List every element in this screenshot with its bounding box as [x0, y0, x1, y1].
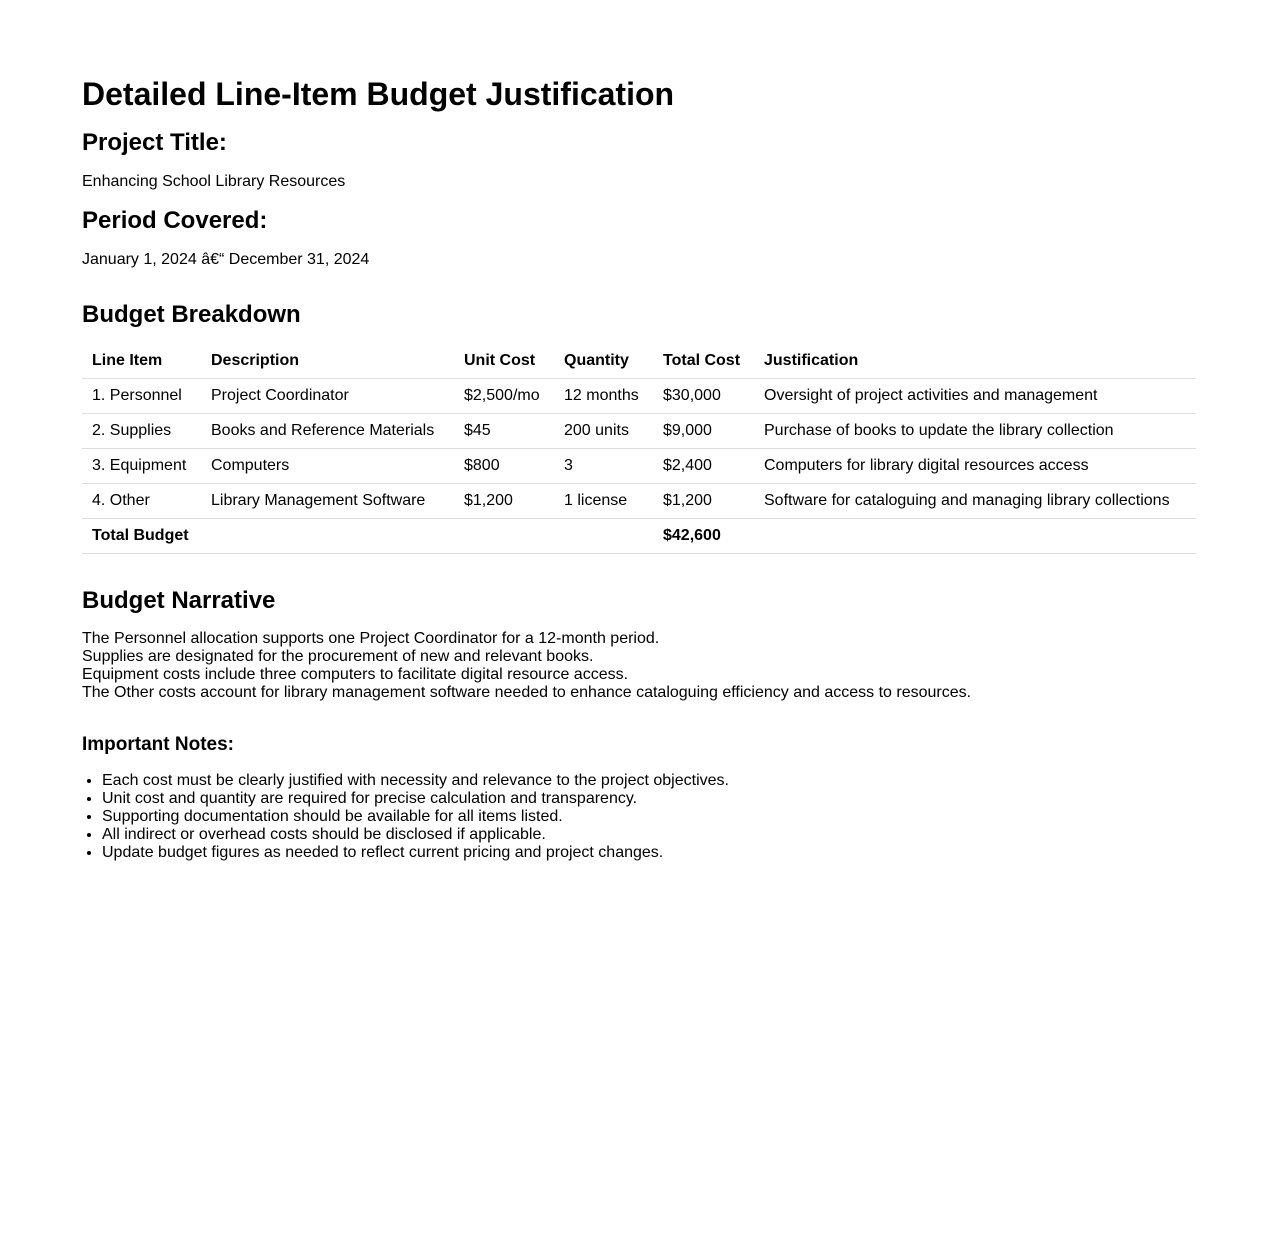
cell-quantity: 1 license — [554, 484, 653, 519]
cell-justification: Computers for library digital resources access — [754, 449, 1196, 484]
empty-cell — [454, 519, 554, 554]
header-justification: Justification — [754, 344, 1196, 379]
period-value: January 1, 2024 â€“ December 31, 2024 — [82, 251, 370, 268]
header-line-item: Line Item — [82, 344, 201, 379]
list-item: • Unit cost and quantity are required for precise calculation and transparency. — [102, 790, 729, 808]
cell-line-item: 2. Supplies — [82, 414, 201, 449]
period-heading: Period Covered: — [82, 207, 268, 234]
project-title-value: Enhancing School Library Resources — [82, 173, 346, 190]
project-title-heading: Project Title: — [82, 129, 227, 156]
list-item: • Update budget figures as needed to reflect current pricing and project changes. — [102, 844, 729, 862]
cell-unit-cost: $800 — [454, 449, 554, 484]
page-title: Detailed Line-Item Budget Justification — [82, 76, 675, 112]
cell-justification: Purchase of books to update the library collection — [754, 414, 1196, 449]
budget-table — [82, 344, 1196, 554]
narrative-line: The Other costs account for library management software needed to enhance cataloguing efficiency and access to resources. — [82, 684, 972, 701]
important-notes-list — [82, 772, 729, 862]
list-item: • Supporting documentation should be available for all items listed. — [102, 808, 729, 826]
cell-total-cost: $30,000 — [653, 379, 754, 414]
cell-quantity: 12 months — [554, 379, 653, 414]
list-item: • Each cost must be clearly justified with necessity and relevance to the project objectives. — [102, 772, 729, 790]
header-unit-cost: Unit Cost — [454, 344, 554, 379]
empty-cell — [554, 519, 653, 554]
cell-description: Library Management Software — [201, 484, 454, 519]
narrative-line: Equipment costs include three computers to facilitate digital resource access. — [82, 666, 629, 683]
cell-line-item: 1. Personnel — [82, 379, 201, 414]
cell-justification: Oversight of project activities and management — [754, 379, 1196, 414]
budget-breakdown-heading: Budget Breakdown — [82, 301, 301, 328]
cell-justification: Software for cataloguing and managing library collections — [754, 484, 1196, 519]
narrative-line: The Personnel allocation supports one Project Coordinator for a 12-month period. — [82, 630, 660, 647]
budget-narrative-heading: Budget Narrative — [82, 587, 276, 614]
cell-description: Computers — [201, 449, 454, 484]
empty-cell — [754, 519, 1196, 554]
cell-line-item: 4. Other — [82, 484, 201, 519]
empty-cell — [201, 519, 454, 554]
table-header-row — [82, 344, 1196, 379]
cell-unit-cost: $1,200 — [454, 484, 554, 519]
cell-description: Project Coordinator — [201, 379, 454, 414]
cell-description: Books and Reference Materials — [201, 414, 454, 449]
important-notes-heading: Important Notes: — [82, 734, 234, 755]
table-row — [82, 449, 1196, 484]
cell-line-item: 3. Equipment — [82, 449, 201, 484]
cell-total-cost: $9,000 — [653, 414, 754, 449]
table-row — [82, 484, 1196, 519]
cell-quantity: 3 — [554, 449, 653, 484]
cell-total-cost: $1,200 — [653, 484, 754, 519]
cell-quantity: 200 units — [554, 414, 653, 449]
total-value: $42,600 — [653, 519, 754, 554]
header-description: Description — [201, 344, 454, 379]
table-row — [82, 379, 1196, 414]
total-row — [82, 519, 1196, 554]
total-label: Total Budget — [82, 519, 201, 554]
budget-narrative — [82, 630, 971, 702]
cell-total-cost: $2,400 — [653, 449, 754, 484]
header-quantity: Quantity — [554, 344, 653, 379]
table-row — [82, 414, 1196, 449]
list-item: • All indirect or overhead costs should be disclosed if applicable. — [102, 826, 729, 844]
narrative-line: Supplies are designated for the procurement of new and relevant books. — [82, 648, 594, 665]
header-total-cost: Total Cost — [653, 344, 754, 379]
cell-unit-cost: $45 — [454, 414, 554, 449]
cell-unit-cost: $2,500/mo — [454, 379, 554, 414]
